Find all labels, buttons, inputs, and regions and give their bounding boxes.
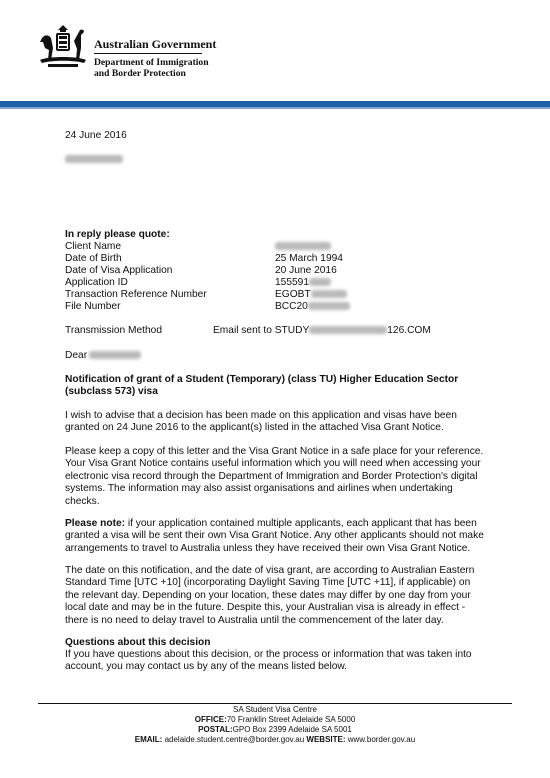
footer-rule: [38, 703, 512, 704]
file-number-visible: BCC20: [275, 301, 308, 312]
reply-field-label: Transaction Reference Number: [65, 289, 207, 300]
footer-website: www.border.gov.au: [345, 735, 416, 744]
transmission-suffix: 126.COM: [387, 325, 431, 336]
paragraph-questions: If you have questions about this decision, or the process or information that was taken into account, you may contact us by any of the means listed below.: [65, 649, 472, 673]
footer-centre: SA Student Visa Centre: [233, 705, 317, 714]
transmission-label: Transmission Method: [65, 325, 163, 336]
reply-field-label: Date of Visa Application: [65, 265, 173, 276]
trn-visible: EGOBT: [275, 289, 311, 300]
footer-office: [0, 715, 550, 724]
reply-field-value: [275, 289, 347, 301]
government-name: Australian Government: [94, 37, 217, 51]
reply-field-label: Application ID: [65, 277, 128, 288]
transmission-value: [213, 325, 431, 337]
footer-email-label: EMAIL:: [134, 735, 163, 744]
application-id-visible: 155591: [275, 277, 309, 288]
reply-field-value: 25 March 1994: [275, 253, 343, 264]
government-identity: [94, 38, 216, 79]
reply-field-value: [275, 301, 350, 313]
footer-office-address: 70 Franklin Street Adelaide SA 5000: [226, 715, 356, 724]
footer-website-label: WEBSITE:: [306, 735, 346, 744]
header-rule: [94, 53, 202, 54]
paragraph-please-note: [65, 518, 485, 555]
paragraph-decision: I wish to advise that a decision has been made on this application and visas have been granted on 24 June 2016 to the applicant(s) listed in the attached Visa Grant Notice.: [65, 410, 457, 434]
please-note-text: if your application contained multiple applicants, each applicant that has been granted a visa will be sent their own Visa Grant Notice. Any other applicants should not make arrangements to travel to Australia unless they have received their own Visa Grant Notice.: [65, 518, 484, 554]
footer-office-label: OFFICE:: [194, 715, 227, 724]
header-band-accent: [0, 107, 550, 109]
letter-subject: Notification of grant of a Student (Temporary) (class TU) Higher Education Sector (subclass 573) visa: [65, 374, 459, 398]
reply-field-value: [275, 277, 331, 289]
footer-postal-label: POSTAL:: [198, 725, 233, 734]
paragraph-dates: The date on this notification, and the date of visa grant, are according to Australian Eastern Standard Time [UTC +10] (incorporating Daylight Saving Time [UTC +11], if applicable) on the relevant day. Depending on your location, these dates may differ by one day from your local date and may be in the future. Despite this, your Australian visa is already in effect - there is no need to delay travel to Australia until the commencement of the later day.: [65, 565, 475, 626]
footer-postal-address: GPO Box 2399 Adelaide SA 5001: [232, 725, 352, 734]
footer-contact: [0, 735, 550, 744]
paragraph-keep-copy: Please keep a copy of this letter and the Visa Grant Notice in a safe place for your reference. Your Visa Grant Notice contains useful information which you will need when accessing your electronic visa record through the Department of Immigration and Border Protection's digital systems. The information may also assist organisations and airlines when undertaking checks.: [65, 446, 484, 507]
please-note-label: Please note:: [65, 518, 126, 529]
department-line-1: Department of Immigration: [94, 57, 209, 68]
reply-field-label: Date of Birth: [65, 253, 122, 264]
salutation-text: Dear: [65, 350, 88, 361]
recipient-name-redacted: [65, 154, 123, 166]
footer-postal: [0, 725, 550, 734]
reply-field-label: File Number: [65, 301, 121, 312]
footer-email: adelaide.student.centre@border.gov.au: [162, 735, 307, 744]
salutation: [65, 350, 141, 362]
letter-date: 24 June 2016: [65, 130, 127, 141]
transmission-prefix: Email sent to STUDY: [213, 325, 310, 336]
department-line-2: and Border Protection: [94, 68, 186, 79]
client-name-redacted: [275, 241, 331, 253]
reply-heading: In reply please quote:: [65, 229, 170, 240]
questions-heading: Questions about this decision: [65, 637, 211, 648]
reply-field-label: Client Name: [65, 241, 122, 252]
reply-field-value: 20 June 2016: [275, 265, 337, 276]
coat-of-arms-icon: [36, 24, 90, 70]
